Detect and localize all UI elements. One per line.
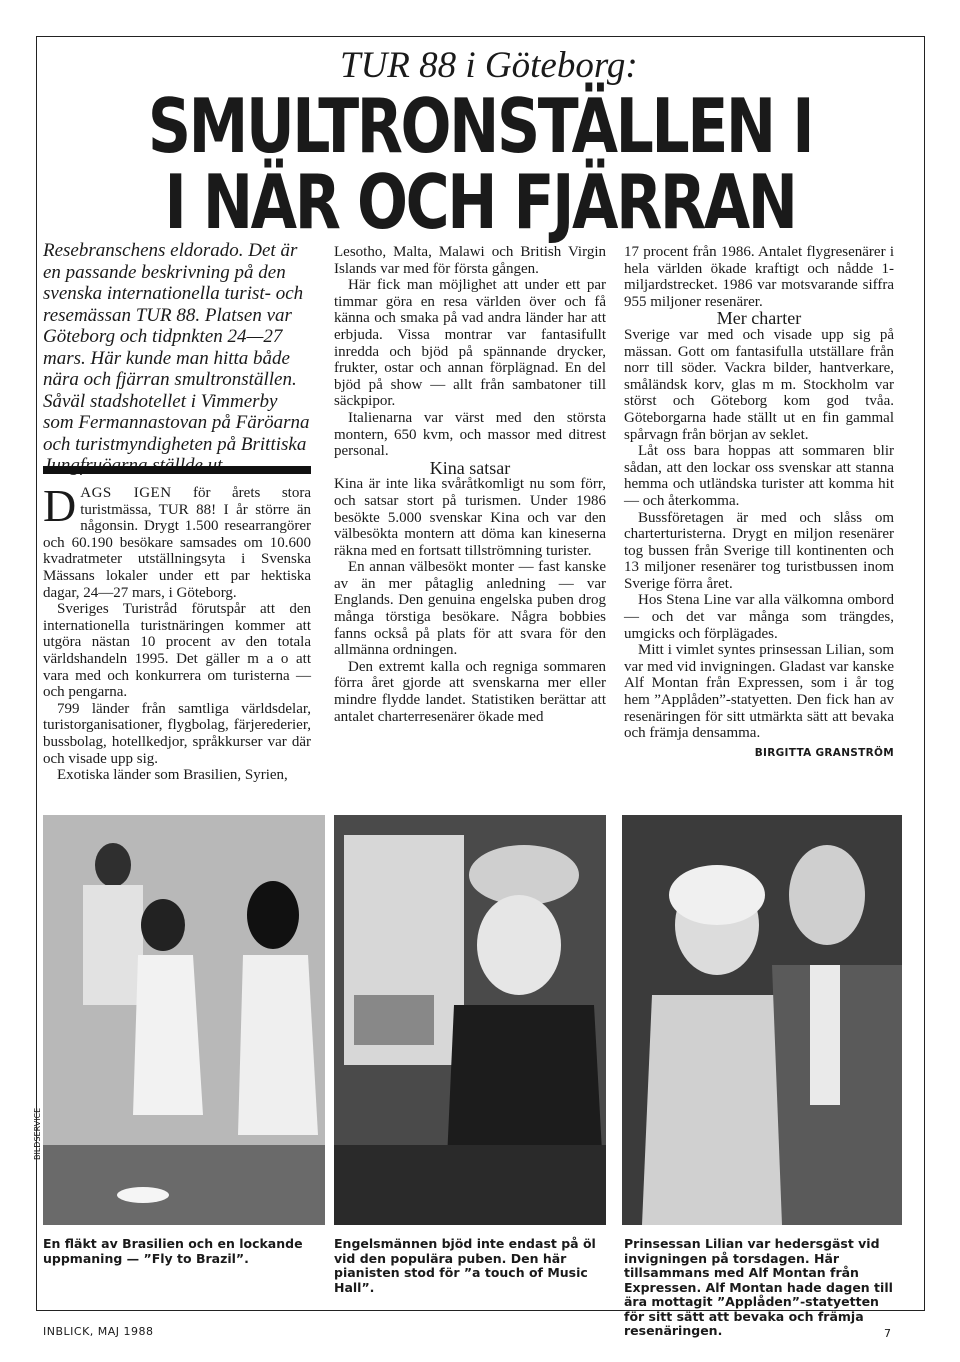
headline <box>120 82 840 246</box>
headline-line-1: SMULTRONSTÄLLEN I <box>147 82 813 170</box>
caption-photo-3: Prinsessan Lilian var hedersgäst vid invigningen på torsdagen. Här tillsammans med Alf Montan från Expressen. Alf Montan hade dagen till ära mottagit ”Applåden”-statyetten för sitt sätt att bevaka och främja resenäringen. <box>624 1236 893 1338</box>
photo-england-pianist <box>334 815 606 1225</box>
headline-line-2: I NÄR OCH FJÄRRAN <box>164 158 796 246</box>
lead-rule <box>43 466 311 474</box>
column1-paragraph-4: Exotiska länder som Brasilien, Syrien, <box>57 767 288 784</box>
article-column-1 <box>43 480 311 784</box>
column2-paragraph-2: Här fick man möjlighet att under ett par timmar göra en resa världen över och få känna och smaka på vad andra länder har att erbjuda. Vissa montrar var fantasifullt inredda och bjöd på spännande drycker, frukter, ostar och annan förplägnad. En del bjöd på show — allt från sambatoner till säckpipor. <box>334 277 606 410</box>
dropcap-smallcaps: AGS IGEN <box>80 485 172 501</box>
column2-paragraph-4: Kina är inte lika svåråtkomligt nu som förr, och satsar stort på turismen. Under 1986 besökte 5.000 svenskar Kina och var den välbesökta montern att döma kan kineserna räkna med en fortsatt tillströmning turister. <box>334 476 606 559</box>
frame-top-line <box>36 36 925 37</box>
photo-england-pianist-art <box>334 815 606 1225</box>
column1-p1-text: för årets stora turistmässa, TUR 88! I år större än någonsin. Drygt 1.500 researrangörer och 60.190 besökare samsades om 10.600 kvadratmeter utställningsyta i Svenska Mässans lokaler under ett par hektiska dagar, 24—27 mars, i Göteborg. <box>43 485 311 601</box>
photo-brazil-dancers-art <box>43 815 325 1225</box>
article-column-2 <box>334 244 606 725</box>
subhead-kina-satsar: Kina satsar <box>429 457 511 478</box>
dropcap: D <box>43 480 77 531</box>
caption-photo-1: En fläkt av Brasilien och en lockande uppmaning — ”Fly to Brazil”. <box>43 1236 303 1266</box>
column2-paragraph-3: Italienarna var värst med den största montern, 650 kvm, och massor med ditrest personal. <box>334 409 606 460</box>
photo-princess-lilian <box>622 815 902 1225</box>
photo-credit: BILDSERVICE <box>33 1107 42 1160</box>
article-column-3 <box>624 244 894 761</box>
subhead-mer-charter: Mer charter <box>716 308 802 329</box>
column2-paragraph-5: En annan välbesökt monter — fast kanske av än mer påtaglig anledning — var Englands. Den genuina engelska puben drog många törstiga besökare. Några bobbies fanns också på plats för att svara för den allmänna ordningen. <box>334 559 606 659</box>
column2-paragraph-6: Den extremt kalla och regniga sommaren förra året gjorde att svenskarna mer eller mindre flydde landet. Statistiken berättar att antalet charterresenärer ökade med <box>334 658 606 725</box>
column1-paragraph-2: Sveriges Turistråd förutspår att den internationella turistnäringen kommer att utgöra nästan 10 procent av den totala världshandeln 1995. Det gäller m a o att vara med och konkurrera om turisterna — och pengarna. <box>43 601 311 701</box>
column3-paragraph-2: Sverige var med och visade upp sig på mässan. Gott om fantasifulla utställare från norr till söder. Vackra bilder, hantverkare, småländsk korv, glas m m. Stockholm var störst och Göteborg kom god tvåa. Göteborgarna hade ställt ut en fin gammal spårvagn från början av seklet. <box>624 326 894 443</box>
footer-publication: INBLICK, MAJ 1988 <box>43 1325 154 1338</box>
column1-paragraph-1 <box>43 480 311 601</box>
overline-title: TUR 88 i Göteborg: <box>340 45 638 86</box>
author-byline: BIRGITTA GRANSTRÖM <box>754 746 894 759</box>
column3-paragraph-5: Hos Stena Line var alla välkomna ombord — och det var många som trängdes, umgicks och förplägades. <box>624 592 894 642</box>
photo-princess-lilian-art <box>622 815 902 1225</box>
column1-paragraph-3: 799 länder från samtliga världsdelar, turistorganisationer, flygbolag, färjerederier, bussbolag, hotellkedjor, språkkurser var där och visade upp sig. <box>43 700 311 767</box>
column3-paragraph-1: 17 procent från 1986. Antalet flygresenärer i hela världen ökade kraftigt och nådde 1-miljardstrecket. 1986 var motsvarande siffra 955 miljoner resenärer. <box>624 244 894 310</box>
lead-paragraph: Resebranschens eldorado. Det är en passande beskrivning på den svenska internationella turist- och resemässan TUR 88. Platsen var Göteborg och tidpnkten 24—27 mars. Här kunde man hitta både nära och fjärran smultronställen. Såväl stadshotellet i Vimmerby som Fermannastovan på Färöarna och turistmyndigheten på Brittiska <box>43 240 310 455</box>
caption-photo-2: Engelsmännen bjöd inte endast på öl vid den populära puben. Den här pianisten stod för ”a touch of Music Hall”. <box>334 1236 596 1295</box>
column3-paragraph-3: Låt oss bara hoppas att sommaren blir sådan, att den lockar oss svenskar att stanna hemma och utländska turister att komma hit — och återkomma. <box>624 443 894 509</box>
column2-paragraph-1: Lesotho, Malta, Malawi och British Virgin Islands var med för första gången. <box>334 244 606 277</box>
column3-paragraph-6: Mitt i vimlet syntes prinsessan Lilian, som var med vid invigningen. Gladast var kanske Alf Montan från Expressen, som i år tog hem ”Applåden”-statyetten. Den fick han av resenäringen för sitt utmärkta sätt att bevaka och främja densamma. <box>624 642 894 742</box>
photo-brazil-dancers <box>43 815 325 1225</box>
page-number: 7 <box>884 1327 891 1340</box>
column3-paragraph-4: Bussföretagen är med och slåss om charterturisterna. Drygt en miljon resenärer tog bussen från Sverige till kontinenten och 13 miljoner resenärer tog turistbussen inom Sverige förra året. <box>624 509 894 592</box>
frame-right-line <box>924 36 925 1311</box>
